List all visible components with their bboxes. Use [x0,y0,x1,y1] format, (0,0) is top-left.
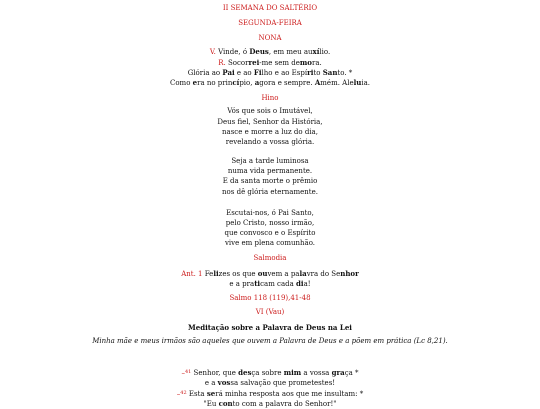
antiphon-line-1 [0,269,540,279]
accented-syllable: ri [307,68,314,77]
hymn-title: Hino [261,94,279,102]
text-run: ra no prin [197,79,233,87]
accented-syllable: gra [331,368,345,377]
hour-heading: NONA [258,34,282,42]
accented-syllable: cí [232,78,240,87]
text-run: to [313,69,323,77]
hymn-line: nasce e morre a luz do dia, [222,128,318,136]
verse-42-line-1 [0,389,540,399]
text-run: to com a palavra do Senhor!" [232,400,337,408]
verse-text [191,369,358,377]
accented-syllable: ti [254,279,261,288]
hymn-line: vive em plena comunhão. [224,239,316,247]
response-text [226,59,322,67]
text-run: , em meu au [268,48,313,56]
text-run: e ao [234,69,254,77]
psalmody-title: Salmodia [253,254,287,262]
text-run: vem a pa [267,270,300,278]
text-run: ia. [361,79,370,87]
text-run: vra do Se [306,270,341,278]
versicle-marker: V. [209,48,216,56]
accented-syllable: nhor [340,269,359,278]
text-run: ra. [311,59,322,67]
accented-syllable: Deus [249,47,269,56]
week-heading: II SEMANA DO SALTÉRIO [222,4,318,12]
accented-syllable: Fi [253,68,262,77]
accented-syllable: mo [299,58,312,67]
gloria-line-2 [0,78,540,88]
antiphon-line-2 [0,279,540,289]
text-run: pio, [239,79,255,87]
accented-syllable: la [299,269,307,278]
accented-syllable: con [218,399,233,408]
accented-syllable: xí [312,47,320,56]
hymn-line: Escutai-nos, ó Pai Santo, [226,209,314,217]
accented-syllable: des [238,368,252,377]
text-run: cam cada [260,280,297,288]
text-run: to. * [337,69,353,77]
hymn-line: numa vida permanente. [227,167,313,175]
text-run: "Eu [203,400,219,408]
verse-41-line-2 [0,378,540,388]
hymn-line: revelando a vossa glória. [225,138,315,146]
verse-number: 42 [180,390,187,396]
day-heading: SEGUNDA-FEIRA [238,19,302,27]
accented-syllable: vos [217,378,231,387]
text-run: Fe [202,270,214,278]
psalm-epigraph: Minha mãe e meus irmãos são aqueles que ouvem a Palavra de Deus e a põem em prática (Lc 8,21). [92,337,448,345]
hymn-line: Seja a tarde luminosa [231,157,309,165]
accented-syllable: di [296,279,304,288]
text-run: e a [204,379,218,387]
accented-syllable: mim [283,368,302,377]
gloria-line-1 [0,68,540,78]
accented-syllable: se [206,389,216,398]
text-run: sa salvação que prometestes! [230,379,336,387]
accented-syllable: rei [248,58,260,67]
accented-syllable: e [192,78,198,87]
verse-dash: – [176,390,181,398]
psalm-section: VI (Vau) [255,308,285,316]
verse-42-line-2 [0,399,540,409]
text-run: ça sobre [251,369,284,377]
verse-41-line-1 [0,368,540,378]
verse-number: 41 [184,369,192,375]
text-run: zes os que [218,270,258,278]
text-run: Como [169,79,193,87]
hymn-line: que convosco e o Espírito [224,229,316,237]
hymn-line: Vós que sois o Imutável, [227,107,313,115]
verse-dash: – [181,369,185,377]
accented-syllable: li [213,269,219,278]
accented-syllable: ou [257,269,268,278]
hymn-line: pelo Cristo, nosso irmão, [225,219,315,227]
response-marker: R. [218,59,226,67]
text-run: a vossa [301,369,332,377]
text-run: Esta [186,390,207,398]
hymn-line: E da santa morte o prêmio [222,177,318,185]
antiphon-text [202,270,358,278]
response-line [0,58,540,68]
antiphon-label: Ant. 1 [181,270,203,278]
versicle-line [0,47,540,57]
text-run: Glória ao [187,69,223,77]
versicle-text [216,48,330,56]
hymn-line: nos dê glória eternamente. [222,188,318,196]
text-run: Vinde, ó [215,48,250,56]
accented-syllable: A [314,78,321,87]
accented-syllable: lu [353,78,362,87]
text-run: mém. Ale [320,79,354,87]
text-run: Socor [225,59,249,67]
accented-syllable: a [254,78,260,87]
psalm-reference: Salmo 118 (119),41-48 [229,294,311,302]
hymn-line: Deus fiel, Senhor da História, [217,118,323,126]
text-run: gora e sempre. [259,79,315,87]
text-run: lio. [319,48,331,56]
text-run: e a pra [229,280,255,288]
text-run: Senhor, que [191,369,239,377]
text-run: lho e ao Espí [261,69,308,77]
verse-text [187,390,364,398]
text-run: -me sem de [259,59,300,67]
accented-syllable: San [322,68,338,77]
accented-syllable: Pai [222,68,235,77]
text-run: a! [303,280,311,288]
text-run: rá minha resposta aos que me insultam: * [215,390,364,398]
psalm-title: Meditação sobre a Palavra de Deus na Lei [188,323,352,332]
text-run: ça * [344,369,359,377]
